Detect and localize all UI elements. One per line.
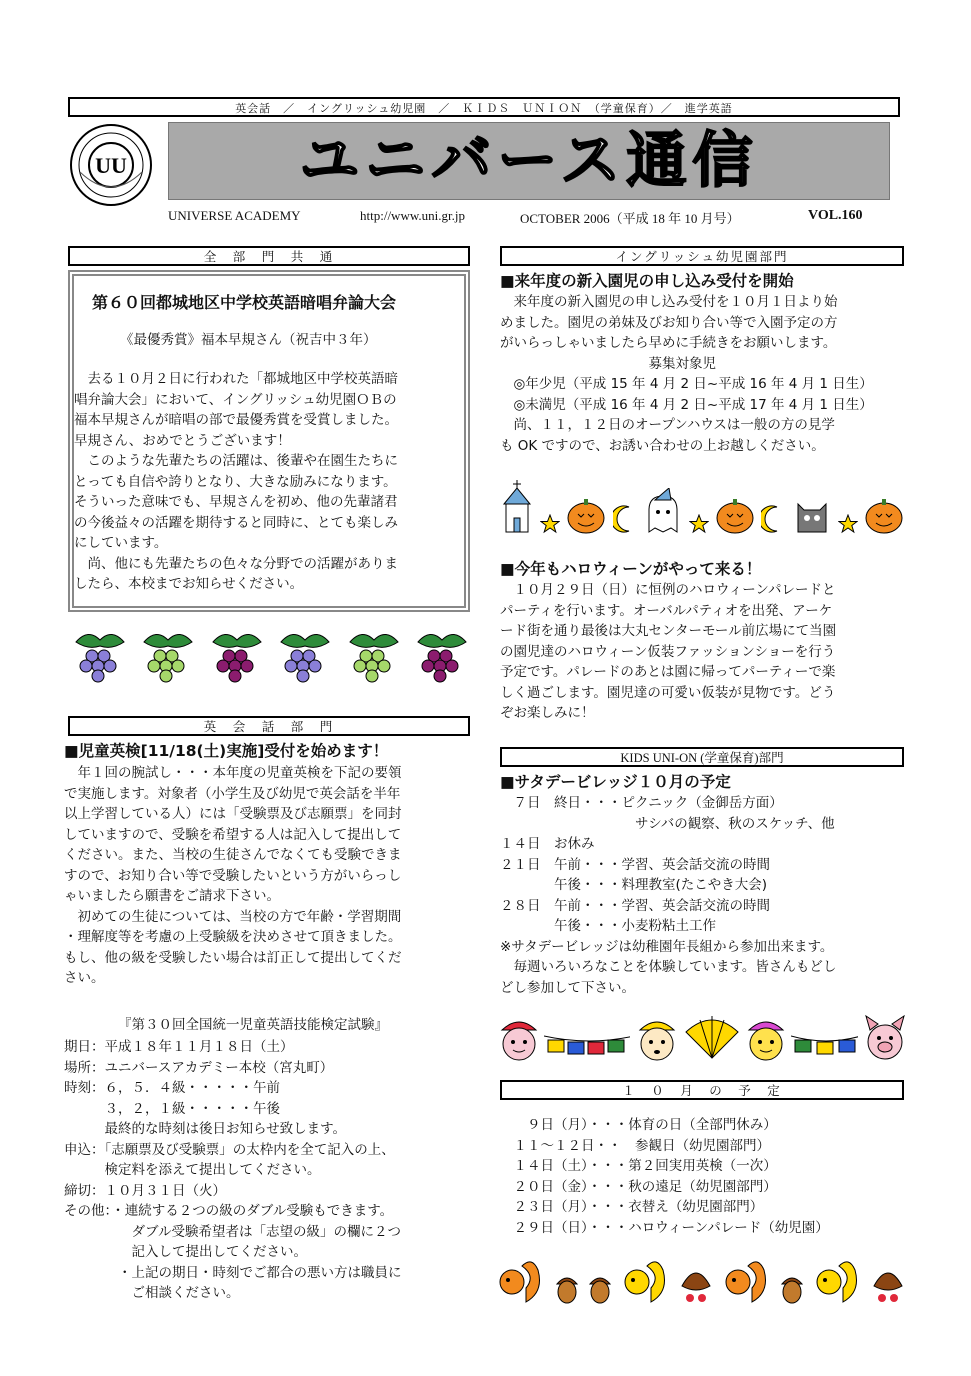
schedule-line: サシバの観察、秋のスケッチ、他 [500,815,835,832]
body-line: とっても自信や誇りとなり、大きな励みになります。 [74,473,397,490]
exam-title: 『第３０回全国統一児童英語技能検定試験』 [118,1017,388,1033]
body-line: も OK ですので、お誘い合わせの上お越しください。 [500,437,825,454]
svg-text:UU: UU [95,153,127,178]
body-line: で実施します。対象者（小学生及び幼児で英会話を半年 [64,785,401,802]
exam-line: 申込：「志願票及び受験票」の太枠内を全て記入の上、 [64,1141,395,1158]
exam-details [64,1037,402,1304]
fan-icon [682,1012,739,1062]
pumpkin-icon [715,496,755,534]
issue-date: OCTOBER 2006（平成 18 年 10 月号） [520,211,740,226]
body-line: ください。また、当校の生徒さんでなくても受験できま [64,847,402,863]
body-line: しく過ごします。園児達の可愛い仮装が見物です。どう [500,684,836,701]
kids-flags-decoration [496,1012,906,1062]
body-line: の今後益々の活躍を期待すると同時に、とても楽しみ [74,514,398,531]
body-line: 早規さん、おめでとうございます！ [74,432,291,449]
enrollment-body [500,292,873,456]
ghost-icon [643,488,683,534]
exam-line: 場所：ユニバースアカデミー本校（宮丸町） [64,1059,334,1076]
autumn-decoration [496,1252,906,1304]
schedule-line: ２３日（月）・・・衣替え（幼児園部門） [500,1199,764,1215]
body-line: ゃいましたら願書をご請求下さい。 [64,888,280,904]
schedule-line: 午後・・・小麦粉粘土工作 [500,918,716,934]
volume-number: VOL.160 [808,208,863,223]
moon-icon [613,504,637,534]
squirrel-icon [722,1252,772,1304]
body-line: そういった意味でも、早規さんを初め、他の先輩諸君 [74,494,398,510]
flags-icon [544,1032,630,1062]
schedule-line: ２１日 午前・・・学習、英会話交流の時間 [500,856,770,873]
schedule-line: １４日（土）・・・第２回実用英検（一次） [500,1158,777,1174]
halloween-body [500,580,836,724]
acorn-icon [779,1270,805,1304]
enrollment-heading: ■来年度の新入園児の申し込み受付を開始 [500,272,794,290]
section-label-eikaiwa: 英 会 話 部 門 [68,716,470,736]
chestnut-icon [678,1260,714,1304]
body-line: にしています。 [74,535,168,551]
newsletter-title [168,122,890,200]
exam-line: 期日：平成１８年１１月１８日（土） [64,1039,294,1055]
grape-decoration [68,628,470,684]
exam-line: 記入して提出してください。 [64,1244,307,1260]
pumpkin-icon [864,496,904,534]
cat-icon [792,494,832,534]
halloween-heading: ■今年もハロウィーンがやって来る！ [500,560,762,578]
church-icon [500,478,534,534]
body-line: 予定です。パレードのあとは園に帰ってパーティーで楽 [500,664,836,680]
body-line: パーティを行います。オーバルパティオを出発、アーケ [500,602,833,619]
section-label-common: 全 部 門 共 通 [68,246,470,266]
star-icon [838,514,858,534]
acorn-icon [554,1270,580,1304]
exam-line: 締切：１０月３１日（火） [64,1182,226,1199]
grape-icon [136,628,196,684]
squirrel-icon [621,1252,671,1304]
schedule-line: ９日（月）・・・体育の日（全部門休み） [500,1117,777,1133]
body-line: 初めての生徒については、当校の方で年齢・学習期間 [64,908,402,925]
body-line: ード街を通り最後は大丸センターモール前広場にて当園 [500,623,837,639]
schedule-line: 毎週いろいろなことを体験しています。皆さんもどし [500,959,837,975]
body-line: このような先輩たちの活躍は、後輩や在園生たちに [74,453,398,469]
body-line: 去る１０月２日に行われた「都城地区中学校英語暗 [74,371,398,387]
schedule-line: ２０日（金）・・・秋の遠足（幼児園部門） [500,1178,777,1195]
grape-icon [68,628,128,684]
body-line: したら、本校までお知らせください。 [74,576,304,592]
flags-icon [791,1032,858,1062]
pig-face-icon [862,1012,906,1062]
exam-line: ダブル受験希望者は「志望の級」の欄に２つ [64,1223,401,1240]
star-icon [540,514,560,534]
academy-name: UNIVERSE ACADEMY [168,208,301,223]
exam-line: 時刻：６，５．４級・・・・・午前 [64,1080,280,1096]
kid-face-icon [743,1012,787,1062]
grape-icon [205,628,265,684]
acorn-icon [587,1270,613,1304]
section-label-english: イングリッシュ幼児園部門 [500,246,904,266]
award-text: 《最優秀賞》福本早規さん（祝吉中３年） [120,332,377,348]
body-line: 唱弁論大会」において、イングリッシュ幼児園ＯＢの [74,391,397,408]
pumpkin-icon [566,496,606,534]
saturday-village-heading: ■サタデービレッジ１０月の予定 [500,773,731,791]
schedule-line: ２８日 午前・・・学習、英会話交流の時間 [500,897,770,914]
body-line: がいらっしゃいましたら早めに手続きをお願いします。 [500,335,837,351]
exam-line: ３，２，１級・・・・・午後 [64,1100,280,1117]
eiken-heading: ■児童英検[11/18(土)実施]受付を始めます！ [64,742,389,760]
schedule-line: ２９日（日）・・・ハロウィーンパレード（幼児園） [500,1219,829,1236]
title-text: ユニバース通信 [299,126,759,196]
body-line: ◎未満児（平成 16 年 4 月 2 日~平成 17 年 4 月 1 日生） [500,396,873,413]
exam-line: 検定料を添えて提出してください。 [64,1162,321,1178]
star-icon [689,514,709,534]
exam-line: ご相談ください。 [64,1285,240,1301]
body-line: 尚、１１，１２日のオープンハウスは一般の方の見学 [500,417,835,433]
website-url[interactable]: http://www.uni.gr.jp [360,208,465,223]
squirrel-icon [813,1252,863,1304]
common-body [74,369,398,595]
body-line: ◎年少児（平成 15 年 4 月 2 日~平成 16 年 4 月 1 日生） [500,376,873,392]
body-line: 来年度の新入園児の申し込み受付を１０月１日より始 [500,294,838,310]
grape-icon [273,628,333,684]
schedule-line: どし参加して下さい。 [500,979,635,996]
body-line: 尚、他にも先輩たちの色々な分野での活躍がありま [74,555,398,572]
body-line: 福本早規さんが暗唱の部で最優秀賞を受賞しました。 [74,412,398,428]
section-label-kids: KIDS UNI-ON (学童保育)部門 [500,747,904,767]
october-schedule [500,1115,829,1238]
schedule-line: 午後・・・料理教室(たこやき大会) [500,877,768,893]
exam-line: ・上記の期日・時刻でご都合の悪い方は職員に [64,1264,402,1281]
body-line: さい。 [64,970,105,986]
grape-icon [342,628,402,684]
schedule-line: １１～１２日・・ 参観日（幼児園部門） [500,1137,770,1154]
saturday-village-body [500,793,836,998]
contest-title: 第６０回都城地区中学校英語暗唱弁論大会 [92,293,397,312]
moon-icon [761,504,785,534]
schedule-line: ７日 終日・・・ピクニック（金御岳方面） [500,795,783,811]
body-line: めました。園児の弟妹及びお知り合い等で入園予定の方 [500,314,838,331]
body-line: 募集対象児 [500,355,716,372]
body-line: 以上学習している人）には「受験票及び志願票」を同封 [64,806,402,822]
body-line: していますので、受験を希望する人は記入して提出して [64,826,402,843]
exam-line: その他：・連続する２つの級のダブル受験もできます。 [64,1203,394,1219]
exam-line: 最終的な時刻は後日お知らせ致します。 [64,1121,347,1137]
halloween-decoration [500,478,904,534]
squirrel-icon [496,1252,546,1304]
eiken-body [64,763,402,989]
header-topline: 英会話 ／ イングリッシュ幼児園 ／ ＫＩＤＳ ＵＮＩＯＮ （学童保育）／ 進学英語 [68,97,900,117]
section-label-schedule: １ ０ 月 の 予 定 [500,1080,904,1100]
kid-face-icon [634,1012,678,1062]
schedule-line: ※サタデービレッジは幼稚園年長組から参加出来ます。 [500,938,834,955]
body-line: ぞお楽しみに！ [500,705,595,721]
body-line: 年１回の腕試し・・・本年度の児童英検を下記の要領 [64,765,402,781]
body-line: すので、お知り合い等で受験したいという方がいらっし [64,867,402,884]
body-line: の園児達のハロウィーン仮装ファッションショーを行う [500,643,836,660]
body-line: ・理解度等を考慮の上受験級を決めさせて頂きました。 [64,929,402,945]
chestnut-icon [870,1260,906,1304]
schedule-line: １４日 お休み [500,836,595,852]
body-line: もし、他の級を受験したい場合は訂正して提出してくだ [64,949,402,966]
body-line: １０月２９日（日）に恒例のハロウィーンパレードと [500,582,836,598]
kid-face-icon [496,1012,540,1062]
grape-icon [410,628,470,684]
academy-logo [68,122,154,208]
